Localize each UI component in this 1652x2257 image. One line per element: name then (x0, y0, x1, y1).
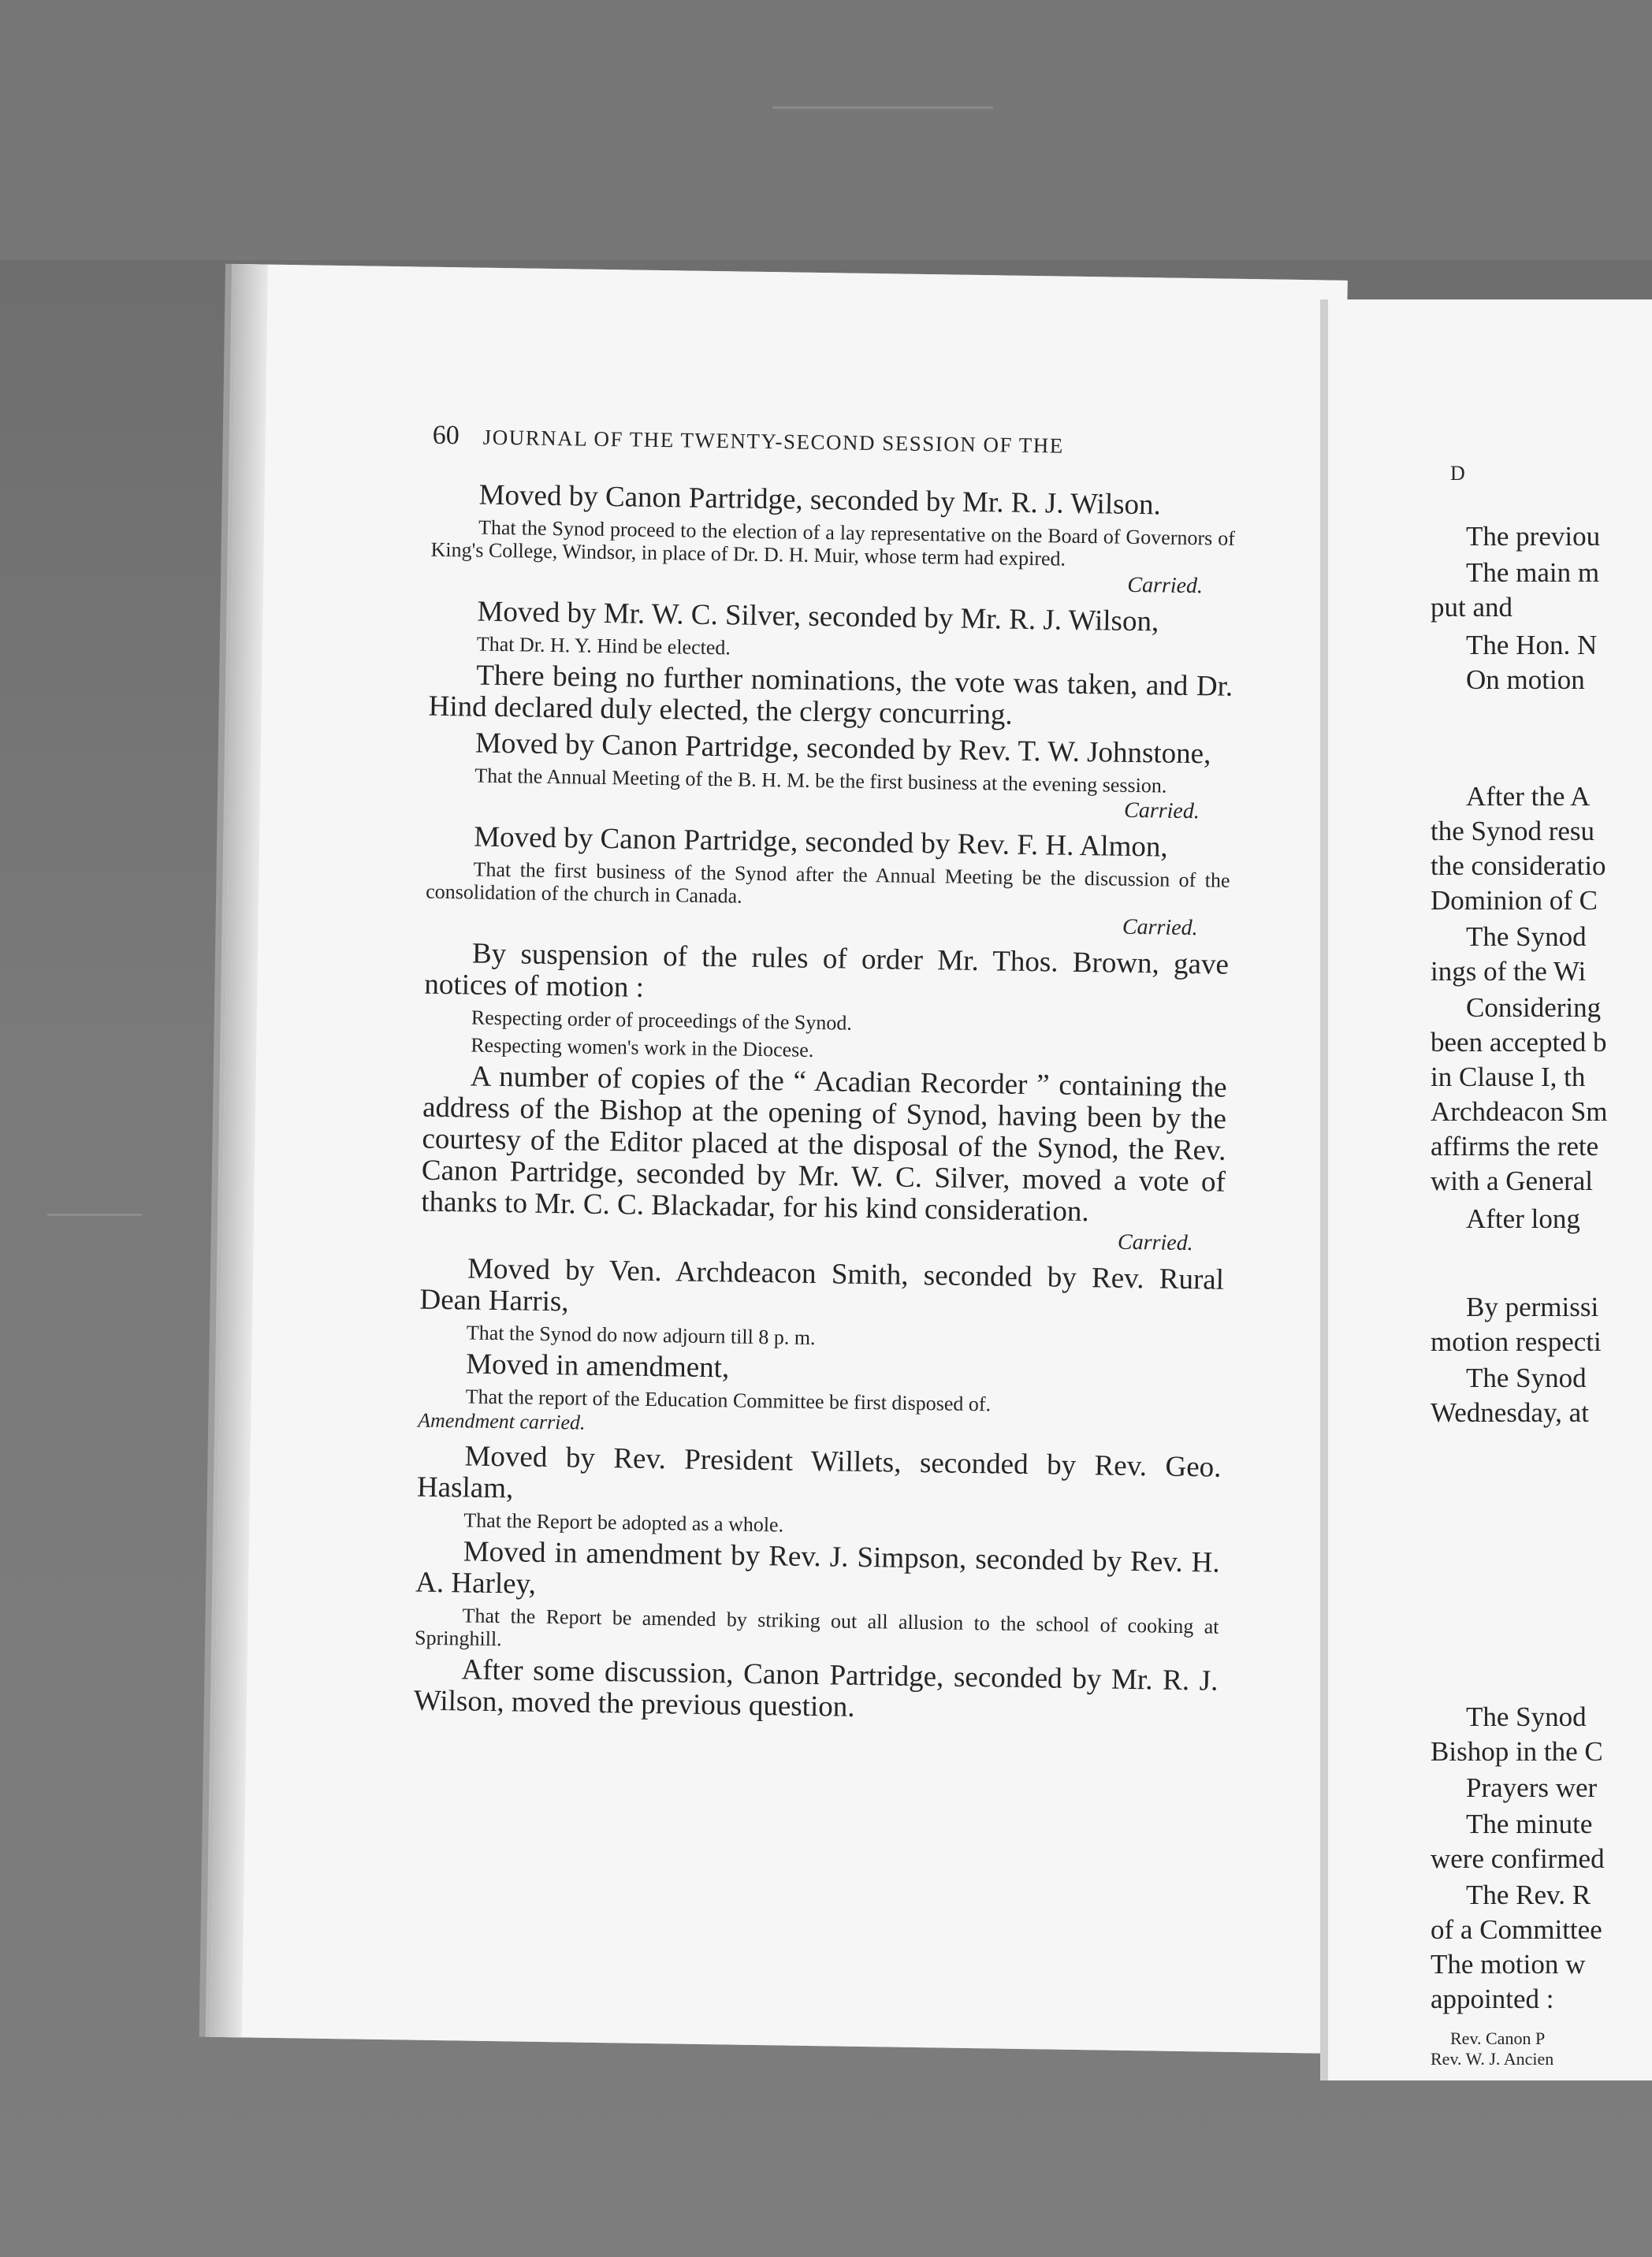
right-page-line: The motion w (1431, 1949, 1586, 1980)
right-page-line: The Synod (1466, 921, 1587, 952)
right-page-line: Wednesday, at (1431, 1397, 1589, 1428)
amendment-note: Amendment carried. (418, 1408, 586, 1434)
carried-note: Carried. (1123, 798, 1200, 824)
carried-note: Carried. (1122, 914, 1198, 941)
right-page (1328, 299, 1652, 2080)
paragraph: A number of copies of the “ Acadian Recorder ” containing the address of the Bishop at the opening of Synod, having been by the courtesy of the Editor placed at the disposal of the Synod, the Rev. Canon Partridge, seconded by Mr. W. C. Silver, moved a vote of thanks to Mr. C. C. Blackadar, for his kind consideration. (421, 1060, 1227, 1229)
resolution-text: That the first business of the Synod after the Annual Meeting be the discussion of the consolidation of the church in Canada. (426, 857, 1230, 908)
right-page-line: in Clause I, th (1431, 1062, 1586, 1092)
right-page-line: Rev. W. J. Ancien (1431, 2049, 1554, 2069)
resolution-text: That Dr. H. Y. Hind be elected. (476, 632, 731, 660)
running-header (433, 421, 1237, 463)
paragraph: Moved by Canon Partridge, seconded by Rev. T. W. Johnstone, (474, 727, 1211, 771)
paragraph: Moved by Canon Partridge, seconded by Rev. F. H. Almon, (473, 820, 1168, 864)
resolution-text: That the Annual Meeting of the B. H. M. be the first business at the evening session. (474, 764, 1167, 798)
page-number: 60 (432, 420, 460, 451)
carried-note: Carried. (1127, 572, 1204, 599)
paragraph: Moved in amendment, (466, 1348, 730, 1385)
right-page-line: ings of the Wi (1431, 956, 1587, 987)
notice-item: Respecting women's work in the Diocese. (471, 1033, 814, 1062)
right-page-line: with a General (1431, 1166, 1594, 1196)
scan-scratch (47, 1214, 142, 1216)
right-page-line: The Synod (1466, 1701, 1587, 1732)
right-page-line: After long (1466, 1203, 1580, 1234)
resolution-text: That the Report be adopted as a whole. (463, 1508, 784, 1537)
paragraph: There being no further nominations, the vote was taken, and Dr. Hind declared duly elected, the clergy concurring. (428, 659, 1233, 731)
paragraph: Moved in amendment by Rev. J. Simpson, seconded by Rev. H. A. Harley, (415, 1535, 1220, 1601)
paragraph: Moved by Ven. Archdeacon Smith, seconded by Rev. Rural Dean Harris, (419, 1252, 1225, 1318)
paragraph: Moved by Rev. President Willets, seconded by Rev. Geo. Haslam, (416, 1440, 1222, 1505)
resolution-text: That the report of the Education Committee be first disposed of. (465, 1385, 992, 1416)
right-page-line: The Synod (1466, 1363, 1587, 1393)
right-page-line: Bishop in the C (1431, 1736, 1603, 1767)
right-page-line: Archdeacon Sm (1431, 1096, 1608, 1127)
resolution-text: That the Synod proceed to the election of a lay representative on the Board of Governors of King's College, Windsor, in place of Dr. D. H. Muir, whose term had expired. (430, 515, 1236, 571)
paragraph: Moved by Mr. W. C. Silver, seconded by Mr. R. J. Wilson, (477, 595, 1159, 638)
right-page-line: The Rev. R (1466, 1880, 1591, 1910)
right-page-line: Dominion of C (1431, 885, 1598, 916)
paragraph: After some discussion, Canon Partridge, seconded by Mr. R. J. Wilson, moved the previous question. (413, 1653, 1219, 1723)
resolution-text: That the Report be amended by striking out all allusion to the school of cooking at Springhill. (414, 1604, 1219, 1651)
right-page-line: the Synod resu (1431, 816, 1595, 846)
journal-body (414, 479, 1236, 1729)
left-page (210, 264, 1348, 2054)
paragraph: Moved by Canon Partridge, seconded by Mr. R. J. Wilson. (478, 478, 1162, 522)
right-page-line: The minute (1466, 1809, 1593, 1839)
right-page-line: appointed : (1431, 1984, 1554, 2014)
right-page-line: affirms the rete (1431, 1131, 1599, 1162)
right-page-line: After the A (1466, 781, 1591, 812)
paragraph: By suspension of the rules of order Mr. Thos. Brown, gave notices of motion : (424, 937, 1230, 1004)
right-page-line: The previou (1466, 521, 1601, 552)
notice-item: Respecting order of proceedings of the Synod. (471, 1006, 853, 1035)
right-page-line: motion respecti (1431, 1326, 1602, 1357)
right-page-line: were confirmed (1431, 1843, 1605, 1874)
right-page-line: By permissi (1466, 1292, 1599, 1322)
right-page-line: D (1450, 462, 1465, 485)
right-page-line: The main m (1466, 557, 1600, 588)
right-page-line: Prayers wer (1466, 1772, 1598, 1803)
right-page-line: put and (1431, 592, 1513, 623)
right-page-line: been accepted b (1431, 1027, 1607, 1058)
right-page-line: On motion (1466, 664, 1585, 695)
carried-note: Carried. (1117, 1229, 1193, 1256)
right-page-line: of a Committee (1431, 1914, 1602, 1945)
right-page-line: Rev. Canon P (1450, 2028, 1546, 2048)
right-page-line: Considering (1466, 992, 1602, 1023)
right-page-line: the consideratio (1431, 850, 1606, 881)
left-page-text (414, 421, 1237, 1734)
resolution-text: That the Synod do now adjourn till 8 p. m. (466, 1321, 816, 1350)
background-top (0, 0, 1652, 260)
running-head-title: JOURNAL OF THE TWENTY-SECOND SESSION OF THE (482, 425, 1064, 458)
scan-scratch (772, 106, 993, 109)
right-page-line: The Hon. N (1466, 630, 1598, 660)
